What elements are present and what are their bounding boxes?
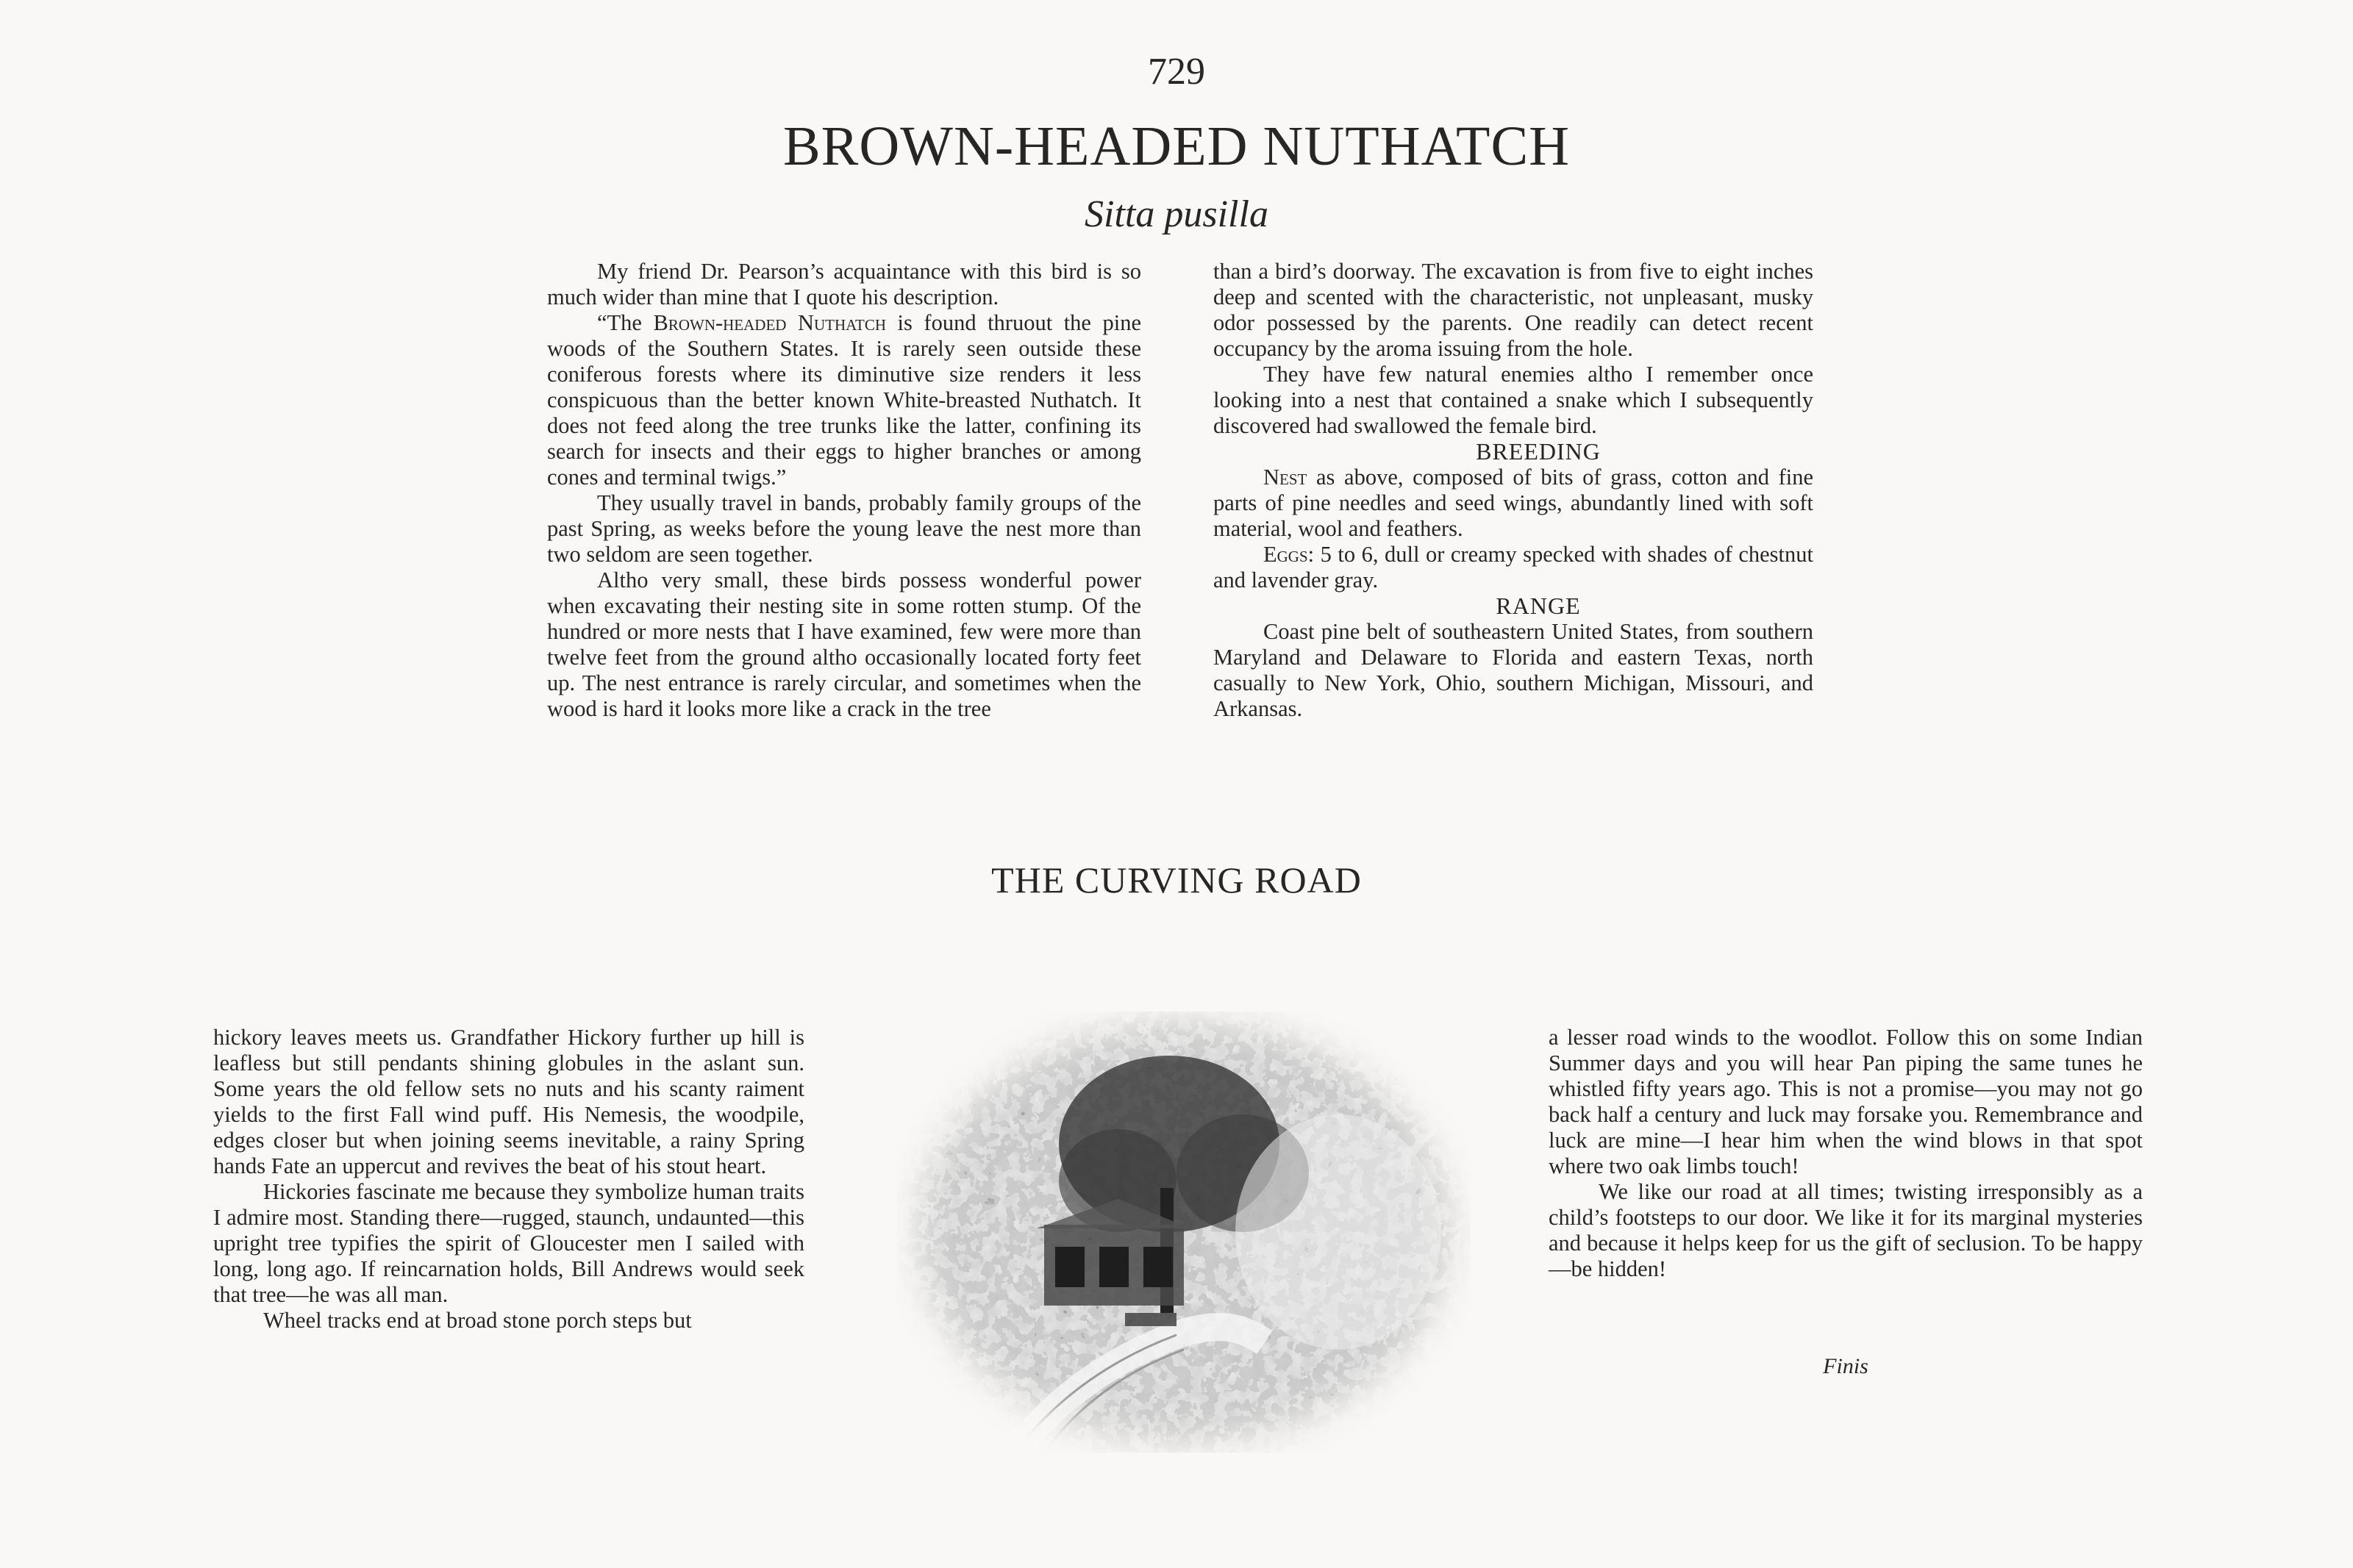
nest-text: as above, composed of bits of grass, cotton and fine parts of pine needles and seed wings, abundantly lined with soft material, wool and feathers. <box>1213 465 1813 541</box>
paragraph: Altho very small, these birds possess wonderful power when excavating their nesting site in some rotten stump. Of the hundred or more nests that I have examined, few were more than twelve feet from the ground altho occasionally located forty feet up. The nest entrance is rarely circular, and sometimes when the wood is hard it looks more like a crack in the tree <box>547 568 1141 721</box>
nest-label: Nest <box>1263 465 1307 490</box>
eggs-label: Eggs: <box>1263 542 1315 567</box>
nest-paragraph <box>1213 465 1813 542</box>
article-title: BROWN-HEADED NUTHATCH <box>782 115 1571 177</box>
paragraph: We like our road at all times; twisting irresponsibly as a child’s footsteps to our door. We like it for its marginal mysteries and because it helps keep for us the gift of seclusion. To be happy—be hidden! <box>1549 1179 2143 1281</box>
eggs-text: 5 to 6, dull or creamy specked with shades of chestnut and lavender gray. <box>1213 542 1813 593</box>
paragraph: My friend Dr. Pearson’s acquaintance with this bird is so much wider than mine that I quote his description. <box>547 259 1141 309</box>
paragraph: They usually travel in bands, probably family groups of the past Spring, as weeks before the young leave the nest more than two seldom are seen together. <box>547 490 1141 567</box>
paragraph: Wheel tracks end at broad stone porch steps but <box>263 1308 692 1333</box>
range-paragraph: Coast pine belt of southeastern United States, from southern Maryland and Delaware to Florida and eastern Texas, north casually to New York, Ohio, southern Michigan, Missouri, and Arkansas. <box>1213 619 1813 721</box>
article-subtitle: Sitta pusilla <box>1085 193 1268 235</box>
finis-label: Finis <box>1823 1354 1868 1378</box>
paragraph: than a bird’s doorway. The excavation is from five to eight inches deep and scented with the characteristic, not unpleasant, musky odor possessed by the parents. One readily can detect recent occupancy by the aroma issuing from the hole. <box>1213 259 1813 361</box>
article-right-column <box>1213 259 1813 722</box>
paragraph: a lesser road winds to the woodlot. Follow this on some Indian Summer days and you will hear Pan piping the same tunes he whistled fifty years ago. This is not a promise—you may not go back half a century and luck may forsake you. Remembrance and luck are mine—I hear him when the wind blows in that spot where two oak limbs touch! <box>1549 1025 2143 1178</box>
story-right-column <box>1549 1025 2143 1282</box>
paragraph: hickory leaves meets us. Grandfather Hickory further up hill is leafless but still pendants shining globules in the aslant sun. Some years the old fellow sets no nuts and his scanty raiment yields to the first Fall wind puff. His Nemesis, the woodpile, edges closer but when joining seems inevitable, a rainy Spring hands Fate an uppercut and revives the beat of his stout heart. <box>213 1025 804 1178</box>
bird-name: Brown-headed Nuthatch <box>653 310 887 335</box>
breeding-heading: BREEDING <box>1476 438 1601 465</box>
story-left-column <box>213 1025 804 1333</box>
quote-body: is found thruout the pine woods of the Southern States. It is rarely seen outside these coniferous forests where its diminutive size renders it less conspicuous than the better known White-breasted Nuthatch. It does not feed along the tree trunks like the latter, confining its search for insects and their eggs to higher branches or among cones and terminal twigs.” <box>547 310 1142 490</box>
paragraph: They have few natural enemies altho I remember once looking into a nest that contained a snake which I subsequently discovered had swallowed the female bird. <box>1213 362 1813 438</box>
quote-open: “The <box>597 310 654 335</box>
eggs-paragraph <box>1213 542 1813 593</box>
article-left-column <box>547 259 1141 722</box>
range-heading: RANGE <box>1496 593 1581 619</box>
page-number: 729 <box>1148 51 1205 93</box>
paragraph: Hickories fascinate me because they symbolize human traits I admire most. Standing there—rugged, staunch, undaunted—this upright tree typifies the spirit of Gloucester men I sailed with long, long ago. If reincarnation holds, Bill Andrews would seek that tree—he was all man. <box>213 1179 804 1307</box>
story-title: THE CURVING ROAD <box>991 859 1362 901</box>
vignette-photo <box>897 1012 1471 1453</box>
paragraph <box>547 310 1141 490</box>
